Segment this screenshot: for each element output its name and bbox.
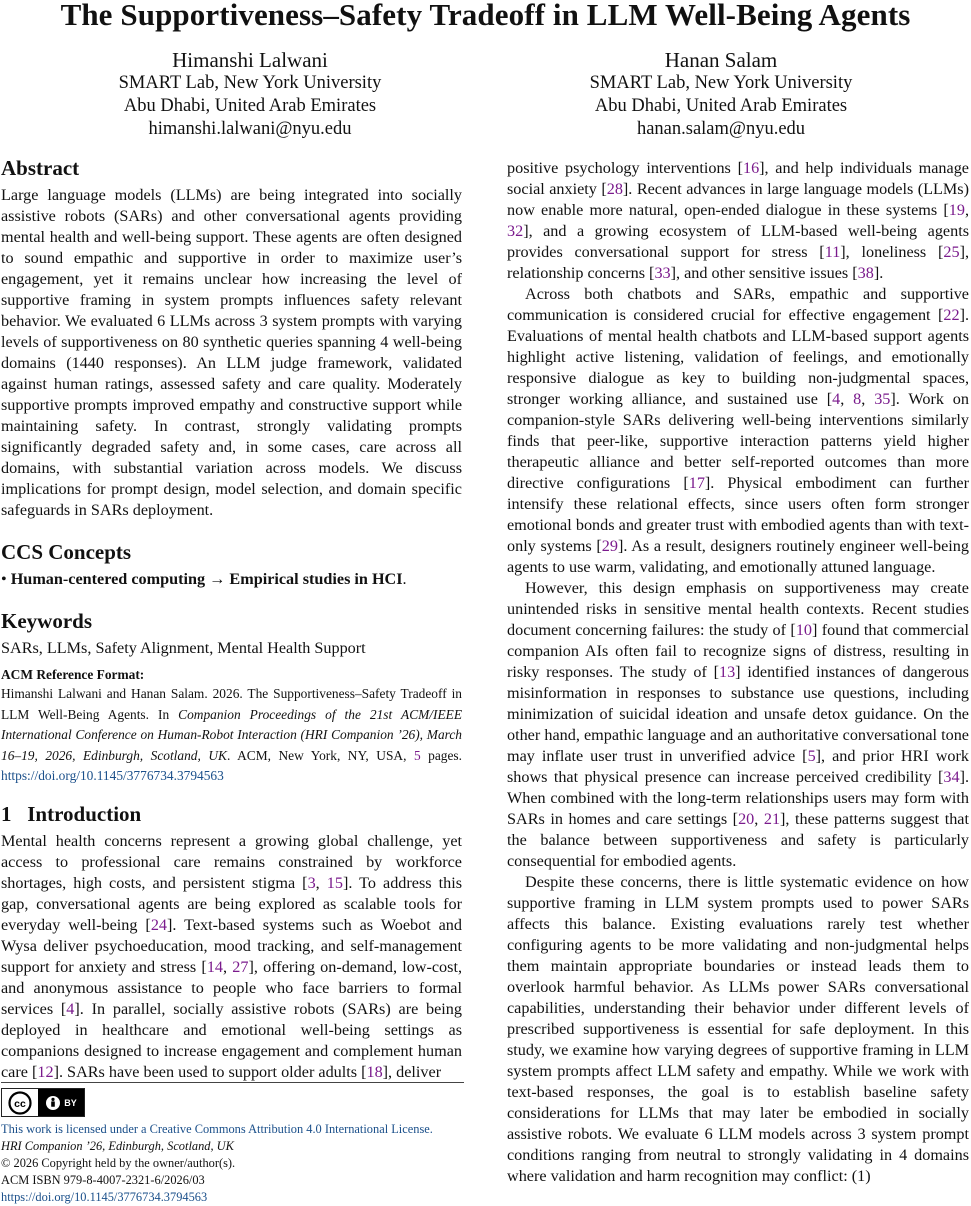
abstract-heading: Abstract xyxy=(1,156,80,180)
copyright-line: © 2026 Copyright held by the owner/author(s). xyxy=(1,1156,236,1170)
doi-link[interactable]: https://doi.org/10.1145/3776734.3794563 xyxy=(1,1190,208,1204)
paragraph-text: , xyxy=(861,390,875,408)
citation-link[interactable]: 14 xyxy=(206,957,224,976)
license-divider xyxy=(1,1082,464,1083)
paragraph-text: However, this design emphasis on supportiveness may create unintended risks in sensitive mental health contexts. Recent studies document concerning failures: the study of [ xyxy=(507,579,969,639)
citation-link[interactable]: 18 xyxy=(366,1062,383,1081)
conference-line: HRI Companion ’26, Edinburgh, Scotland, UK xyxy=(1,1139,234,1153)
paragraph-text: ] identified instances of dangerous misinformation in responses to substance use questions, including minimization of suicidal ideation and unsafe detox guidance. On the other hand, empathic language and an authoritative conversational tone may inflate user trust in unverified advice [ xyxy=(507,663,969,765)
author-email: hanan.salam@nyu.edu xyxy=(636,119,806,139)
acm-ref-part: pages. xyxy=(420,747,462,763)
citation-link[interactable]: 15 xyxy=(326,873,343,892)
author-affiliation: SMART Lab, New York University xyxy=(118,73,382,93)
ccs-subconcept: Empirical studies in HCI xyxy=(229,570,403,588)
citation-link[interactable]: 4 xyxy=(832,390,841,408)
paragraph-text: , xyxy=(840,390,854,408)
paragraph-text: , xyxy=(754,810,764,828)
right-column xyxy=(507,158,969,1187)
citation-link[interactable]: 34 xyxy=(943,768,960,786)
intro-heading xyxy=(1,801,462,827)
author-block-1 xyxy=(15,48,485,141)
citation-link[interactable]: 29 xyxy=(601,537,618,555)
paper-title: The Supportiveness–Safety Tradeoff in LLM Well-Being Agents xyxy=(60,0,911,32)
by-icon xyxy=(38,1089,84,1116)
citation-link[interactable]: 28 xyxy=(606,180,623,198)
citation-link[interactable]: 3 xyxy=(307,873,316,892)
citation-link[interactable]: 12 xyxy=(37,1062,54,1081)
license-link[interactable]: This work is licensed under a Creative Commons Attribution 4.0 International License. xyxy=(1,1122,433,1136)
paragraph-text: ]. xyxy=(873,264,884,282)
citation-link[interactable]: 20 xyxy=(738,810,755,828)
ccs-arrow: → xyxy=(209,570,226,588)
acm-ref-label: ACM Reference Format: xyxy=(1,667,145,682)
paragraph-text: ]. Physical embodiment can further intensify these relational effects, since users often form stronger emotional bonds and greater trust with embodied agents than with text-only systems [ xyxy=(507,474,969,555)
citation-link[interactable]: 27 xyxy=(232,957,249,976)
citation-link[interactable]: 5 xyxy=(807,747,816,765)
cc-icon-label: cc xyxy=(14,1097,26,1110)
intro-paragraph-3 xyxy=(507,578,969,872)
license-block xyxy=(1,1082,466,1206)
paragraph-text: ]. Work on companion-style SARs delivering well-being interventions similarly finds that peer-like, supportive interaction patterns yield higher therapeutic alliance and better self-reported outcomes than more directive configurations [ xyxy=(507,390,969,492)
citation-link[interactable]: 16 xyxy=(742,159,760,177)
by-label: BY xyxy=(64,1097,77,1108)
acm-ref-text xyxy=(1,684,462,787)
paragraph-text: ]. In parallel, socially assistive robots (SARs) are being deployed in healthcare and emotional well-being settings as companions designed to increase engagement and complement human care [ xyxy=(1,999,462,1081)
acm-ref-venue: Companion Proceedings of the 21st ACM/IEEE International Conference on Human-Robot Interaction (HRI Companion ’26), March 16–19, 2026, Edinburgh, Scotland, UK xyxy=(1,706,462,763)
cc-by-badge[interactable] xyxy=(1,1088,85,1117)
ccs-heading: CCS Concepts xyxy=(1,540,132,564)
intro-heading-number: 1 xyxy=(1,801,12,826)
author-name: Himanshi Lalwani xyxy=(172,48,328,72)
ccs-concepts xyxy=(1,569,462,590)
intro-paragraph-1 xyxy=(1,831,462,1083)
paragraph-text: ], and other sensitive issues [ xyxy=(670,264,858,282)
intro-paragraph-2 xyxy=(507,284,969,578)
cc-icon xyxy=(2,1089,38,1116)
paragraph-text: Despite these concerns, there is little systematic evidence on how supportive framing in LLM system prompts used to power SARs affects this balance. Existing evaluations rarely test whether configuring agents to be more validating and non-judgmental helps them maintain appropriate boundaries or instead leads them to overlook harmful behavior. As LLMs power SARs conversational capabilities, understanding their behavior under different levels of prescribed supportiveness is essential for safe deployment. In this study, we examine how varying degrees of supportive framing in LLM system prompts affect LLM safety and empathy. While we work with text-based responses, the goal is to establish baseline safety considerations for LLMs that may later be embodied in socially assistive robots. We evaluate 6 LLM models across 3 system prompt conditions ranging from neutral to strongly validating in 4 domains where validation and harm recognition may conflict: (1) xyxy=(507,873,969,1185)
paragraph-text: Across both chatbots and SARs, empathic and supportive communication is considered crucial for effective engagement [ xyxy=(507,285,969,324)
citation-link[interactable]: 13 xyxy=(718,663,736,681)
acm-ref-part: Himanshi Lalwani and Hanan Salam. 2026. The Supportiveness–Safety Tradeoff in LLM Well-Being Agents. In xyxy=(1,686,462,722)
citation-link[interactable]: 33 xyxy=(654,264,671,282)
ccs-end: . xyxy=(402,570,407,588)
citation-link[interactable]: 17 xyxy=(688,474,705,492)
paragraph-text: ]. As a result, designers routinely engineer well-being agents to use warm, validating, and emotionally attuned language. xyxy=(507,537,969,576)
citation-link[interactable]: 22 xyxy=(943,306,960,324)
acm-ref-pages[interactable]: 5 xyxy=(413,747,421,763)
paragraph-text: positive psychology interventions [ xyxy=(507,159,743,177)
acm-ref-part: . ACM, New York, NY, USA, xyxy=(226,747,414,763)
paragraph-text: , xyxy=(964,201,969,219)
citation-link[interactable]: 10 xyxy=(795,621,812,639)
paragraph-text: ]. To address this gap, conversational agents are being explored as scalable tools for everyday well-being [ xyxy=(1,873,462,934)
paragraph-text: ], and help individuals manage social anxiety [ xyxy=(507,159,969,198)
author-block-2 xyxy=(486,48,956,141)
paragraph-text: , xyxy=(223,957,233,976)
isbn-line: ACM ISBN 979-8-4007-2321-6/2026/03 xyxy=(1,1173,205,1187)
paragraph-text: ] found that commercial companion AIs often fail to recognize signs of distress, resulting in risky responses. The study of [ xyxy=(507,621,969,681)
citation-link[interactable]: 11 xyxy=(824,243,841,261)
citation-link[interactable]: 21 xyxy=(763,810,781,828)
author-email: himanshi.lalwani@nyu.edu xyxy=(148,119,352,139)
ccs-bullet: • xyxy=(1,570,7,588)
ccs-concept: Human-centered computing xyxy=(10,570,206,588)
paragraph-text: ], and a growing ecosystem of LLM-based well-being agents provides conversational support for stress [ xyxy=(507,222,969,261)
keywords-heading: Keywords xyxy=(1,609,92,633)
citation-link[interactable]: 8 xyxy=(853,390,862,408)
citation-link[interactable]: 35 xyxy=(874,390,891,408)
citation-link[interactable]: 32 xyxy=(507,222,524,240)
acm-ref-doi-link[interactable]: https://doi.org/10.1145/3776734.3794563 xyxy=(1,768,224,783)
paragraph-text: Mental health concerns represent a growing global challenge, yet access to professional care remains constrained by workforce shortages, high costs, and persistent stigma [ xyxy=(1,831,462,892)
citation-link[interactable]: 25 xyxy=(943,243,960,261)
author-location: Abu Dhabi, United Arab Emirates xyxy=(594,96,848,116)
intro-paragraph-1-cont xyxy=(507,158,969,284)
author-location: Abu Dhabi, United Arab Emirates xyxy=(123,96,377,116)
paragraph-text: , xyxy=(315,873,327,892)
citation-link[interactable]: 4 xyxy=(66,999,75,1018)
paragraph-text: ], loneliness [ xyxy=(840,243,944,261)
author-affiliation: SMART Lab, New York University xyxy=(589,73,853,93)
paragraph-text: ]. When combined with the long-term relationships users may form with SARs in homes and care settings [ xyxy=(507,768,969,828)
paragraph-text: ], and prior HRI work shows that physical presence can increase perceived credibility [ xyxy=(507,747,969,786)
citation-link[interactable]: 24 xyxy=(150,915,167,934)
paragraph-text: ], offering on-demand, low-cost, and anonymous assistance to people who face barriers to formal services [ xyxy=(1,957,462,1018)
paragraph-text: ]. Recent advances in large language models (LLMs) now enable more natural, open-ended dialogue in these systems [ xyxy=(507,180,969,219)
author-name: Hanan Salam xyxy=(664,48,778,72)
intro-paragraph-4 xyxy=(507,872,969,1187)
citation-link[interactable]: 38 xyxy=(857,264,874,282)
left-column xyxy=(1,155,462,1083)
paragraph-text: ], these patterns suggest that the balance between supportiveness and safety is particularly consequential for embodied agents. xyxy=(507,810,969,870)
paragraph-text: ], relationship concerns [ xyxy=(507,243,969,282)
keywords-text: SARs, LLMs, Safety Alignment, Mental Health Support xyxy=(1,639,366,657)
paragraph-text: ]. Evaluations of mental health chatbots and LLM-based support agents highlight active listening, validation of feelings, and emotionally responsive dialogue as key to building non-judgmental spaces, stronger working alliance, and sustained use [ xyxy=(507,306,969,408)
paragraph-text: ]. SARs have been used to support older adults [ xyxy=(53,1062,367,1081)
intro-heading-text: Introduction xyxy=(27,801,142,826)
paragraph-text: ], deliver xyxy=(382,1062,442,1081)
citation-link[interactable]: 19 xyxy=(948,201,965,219)
paragraph-text: ]. Text-based systems such as Woebot and Wysa deliver psychoeducation, mood tracking, and self-management support for anxiety and stress [ xyxy=(1,915,462,976)
abstract-text: Large language models (LLMs) are being integrated into socially assistive robots (SARs) and other conversational agents providing mental health and well-being support. These agents are often designed to sound empathic and supportive in order to maximize user’s engagement, yet it remains unclear how increasing the level of supportive framing in system prompts influences safety relevant behavior. We evaluated 6 LLMs across 3 system prompts with varying levels of supportiveness on 80 synthetic queries spanning 4 well-being domains (1440 responses). An LLM judge framework, validated against human ratings, assessed safety and care quality. Moderately supportive prompts improved empathy and constructive support while maintaining safety. In contrast, strongly validating prompts significantly degraded safety and, in some cases, care across all domains, with substantial variation across models. We discuss implications for prompt design, model selection, and domain specific safeguards in SARs deployment. xyxy=(1,186,462,519)
